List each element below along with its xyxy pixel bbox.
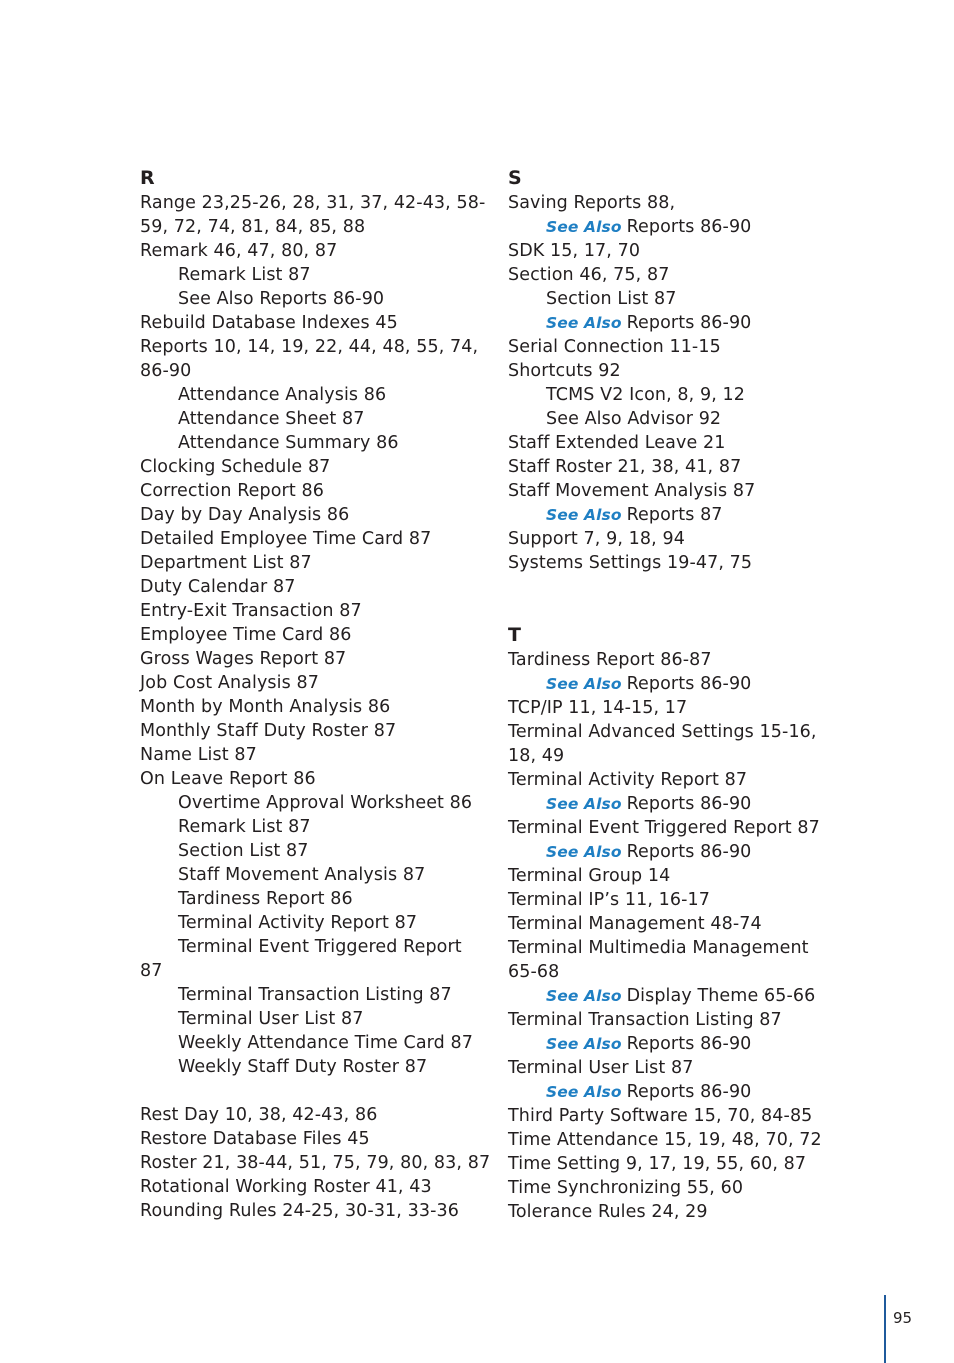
index-entry	[140, 239, 490, 263]
index-subentry	[508, 407, 838, 431]
entry-text: Reports 87	[626, 505, 723, 525]
index-entry	[508, 720, 838, 744]
index-column-right	[508, 166, 838, 1224]
entry-text: Remark List 87	[178, 817, 311, 837]
entry-text: Range 23,25-26, 28, 31, 37, 42-43, 58-	[140, 193, 486, 213]
index-entry	[140, 575, 490, 599]
index-entry	[140, 1199, 490, 1223]
index-entry	[508, 455, 838, 479]
index-entry	[508, 648, 838, 672]
entry-text: See Also Reports 86-90	[178, 289, 385, 309]
index-entry	[140, 623, 490, 647]
index-subentry	[508, 503, 838, 527]
index-entry	[140, 551, 490, 575]
entry-text: Detailed Employee Time Card 87	[140, 529, 432, 549]
index-entry	[508, 1128, 838, 1152]
index-subentry	[140, 911, 490, 935]
entry-text: Tardiness Report 86-87	[508, 650, 712, 670]
entry-text: Terminal Management 48-74	[508, 914, 762, 934]
entry-text: Section List 87	[178, 841, 309, 861]
entry-text: Monthly Staff Duty Roster 87	[140, 721, 397, 741]
entry-text: Name List 87	[140, 745, 257, 765]
index-entry	[140, 959, 490, 983]
entry-text: Rounding Rules 24-25, 30-31, 33-36	[140, 1201, 459, 1221]
entry-text: TCP/IP 11, 14-15, 17	[508, 698, 688, 718]
entry-text: Support 7, 9, 18, 94	[508, 529, 685, 549]
entry-text: Reports 86-90	[626, 794, 752, 814]
index-entry	[140, 479, 490, 503]
entry-text: Shortcuts 92	[508, 361, 621, 381]
index-entry	[140, 311, 490, 335]
see-also-label: See Also	[546, 218, 622, 236]
entry-text: Reports 86-90	[626, 217, 752, 237]
entry-text: Reports 86-90	[626, 313, 752, 333]
entry-text: Weekly Staff Duty Roster 87	[178, 1057, 428, 1077]
entry-text: See Also Advisor 92	[546, 409, 722, 429]
entry-text: 86-90	[140, 361, 192, 381]
entry-text: Display Theme 65-66	[626, 986, 816, 1006]
index-subentry	[508, 792, 838, 816]
entry-text: Remark 46, 47, 80, 87	[140, 241, 338, 261]
entry-text: Saving Reports 88,	[508, 193, 676, 213]
index-entry	[140, 1175, 490, 1199]
see-also-label: See Also	[546, 843, 622, 861]
page-number-rule	[884, 1295, 886, 1363]
index-column-left	[140, 166, 490, 1223]
index-entries-t	[508, 648, 838, 1224]
index-entry	[508, 912, 838, 936]
entry-text: 59, 72, 74, 81, 84, 85, 88	[140, 217, 366, 237]
entry-text: Serial Connection 11-15	[508, 337, 721, 357]
index-entry	[508, 744, 838, 768]
index-entry	[140, 359, 490, 383]
index-entry	[140, 191, 490, 215]
entry-text: Month by Month Analysis 86	[140, 697, 391, 717]
entry-text: Staff Roster 21, 38, 41, 87	[508, 457, 742, 477]
entry-text: Entry-Exit Transaction 87	[140, 601, 362, 621]
index-subentry	[140, 407, 490, 431]
index-subentry	[140, 815, 490, 839]
index-entry	[140, 1079, 490, 1103]
index-entry	[140, 743, 490, 767]
see-also-label: See Also	[546, 795, 622, 813]
entry-text: Job Cost Analysis 87	[140, 673, 319, 693]
index-entry	[508, 1176, 838, 1200]
entry-text: Department List 87	[140, 553, 312, 573]
index-entry	[508, 239, 838, 263]
index-subentry	[140, 383, 490, 407]
index-entry	[508, 335, 838, 359]
entry-text: Reports 10, 14, 19, 22, 44, 48, 55, 74,	[140, 337, 479, 357]
entry-text: Duty Calendar 87	[140, 577, 296, 597]
entry-text: Tardiness Report 86	[178, 889, 353, 909]
index-entry	[140, 695, 490, 719]
index-entry	[508, 479, 838, 503]
index-entry	[140, 767, 490, 791]
index-entry	[508, 816, 838, 840]
entry-text: Terminal Activity Report 87	[178, 913, 418, 933]
index-subentry	[508, 1032, 838, 1056]
index-subentry	[140, 1055, 490, 1079]
index-entry	[140, 455, 490, 479]
index-subentry	[140, 263, 490, 287]
index-entry	[508, 1200, 838, 1224]
entry-text: Terminal IP’s 11, 16-17	[508, 890, 711, 910]
entry-text: Correction Report 86	[140, 481, 324, 501]
entry-text: Terminal Event Triggered Report 87	[508, 818, 820, 838]
index-entry	[508, 359, 838, 383]
index-entry	[140, 1151, 490, 1175]
index-entry	[140, 647, 490, 671]
entry-text: Restore Database Files 45	[140, 1129, 370, 1149]
index-entry	[140, 335, 490, 359]
index-entry	[508, 864, 838, 888]
entry-text: Terminal Transaction Listing 87	[178, 985, 452, 1005]
index-entry	[140, 503, 490, 527]
entry-text: 18, 49	[508, 746, 565, 766]
index-subentry	[140, 935, 490, 959]
entry-text: Terminal User List 87	[178, 1009, 364, 1029]
entry-text: Attendance Analysis 86	[178, 385, 387, 405]
index-entry	[508, 888, 838, 912]
index-entry	[508, 696, 838, 720]
index-subentry	[140, 431, 490, 455]
see-also-label: See Also	[546, 1083, 622, 1101]
entry-text: Terminal User List 87	[508, 1058, 694, 1078]
index-entry	[140, 671, 490, 695]
entry-text: Terminal Advanced Settings 15-16,	[508, 722, 817, 742]
entry-text: Section 46, 75, 87	[508, 265, 670, 285]
index-entry	[140, 1103, 490, 1127]
see-also-label: See Also	[546, 314, 622, 332]
index-entry	[508, 551, 838, 575]
entry-text: Rotational Working Roster 41, 43	[140, 1177, 432, 1197]
entry-text: On Leave Report 86	[140, 769, 316, 789]
index-entry	[140, 527, 490, 551]
entry-text: Gross Wages Report 87	[140, 649, 347, 669]
page-number: 95	[893, 1309, 913, 1327]
section-gap	[508, 575, 838, 623]
entry-text: Attendance Sheet 87	[178, 409, 365, 429]
entry-text: Rest Day 10, 38, 42-43, 86	[140, 1105, 378, 1125]
entry-text: Staff Movement Analysis 87	[178, 865, 426, 885]
index-entry	[508, 527, 838, 551]
index-entries-s	[508, 191, 838, 575]
index-entry	[140, 599, 490, 623]
entry-text: Reports 86-90	[626, 674, 752, 694]
index-subentry	[140, 863, 490, 887]
index-entry	[140, 719, 490, 743]
entry-text: Roster 21, 38-44, 51, 75, 79, 80, 83, 87	[140, 1153, 491, 1173]
index-entry	[140, 215, 490, 239]
index-subentry	[140, 1031, 490, 1055]
entry-text: Staff Movement Analysis 87	[508, 481, 756, 501]
index-subentry	[140, 983, 490, 1007]
entry-text: Weekly Attendance Time Card 87	[178, 1033, 474, 1053]
index-entry	[508, 431, 838, 455]
index-entry	[508, 768, 838, 792]
section-letter-s: S	[508, 167, 522, 189]
entry-text: 87	[140, 961, 163, 981]
entry-text: Systems Settings 19-47, 75	[508, 553, 753, 573]
index-subentry	[140, 791, 490, 815]
index-subentry	[508, 287, 838, 311]
index-subentry	[508, 840, 838, 864]
index-entry	[508, 1152, 838, 1176]
index-entry	[140, 1127, 490, 1151]
entry-text: Day by Day Analysis 86	[140, 505, 350, 525]
index-subentry	[508, 383, 838, 407]
entry-text: Terminal Event Triggered Report	[178, 937, 462, 957]
entry-text: Time Synchronizing 55, 60	[508, 1178, 744, 1198]
entry-text: Terminal Activity Report 87	[508, 770, 748, 790]
entry-text: Reports 86-90	[626, 842, 752, 862]
index-entry	[508, 1104, 838, 1128]
entry-text: Time Setting 9, 17, 19, 55, 60, 87	[508, 1154, 807, 1174]
see-also-label: See Also	[546, 675, 622, 693]
entry-text: Clocking Schedule 87	[140, 457, 331, 477]
index-subentry	[508, 311, 838, 335]
entry-text: Remark List 87	[178, 265, 311, 285]
index-entry	[508, 960, 838, 984]
index-entry	[508, 936, 838, 960]
index-subentry	[140, 839, 490, 863]
index-subentry	[140, 1007, 490, 1031]
see-also-label: See Also	[546, 506, 622, 524]
entry-text: Tolerance Rules 24, 29	[508, 1202, 708, 1222]
entry-text: TCMS V2 Icon, 8, 9, 12	[546, 385, 746, 405]
entry-text: Staff Extended Leave 21	[508, 433, 726, 453]
entry-text: Third Party Software 15, 70, 84-85	[508, 1106, 813, 1126]
index-entries-r	[140, 191, 490, 1223]
index-subentry	[508, 672, 838, 696]
index-entry	[508, 263, 838, 287]
entry-text: Section List 87	[546, 289, 677, 309]
index-subentry	[140, 887, 490, 911]
entry-text: Terminal Group 14	[508, 866, 671, 886]
index-entry	[508, 1056, 838, 1080]
entry-text: SDK 15, 17, 70	[508, 241, 641, 261]
index-subentry	[508, 1080, 838, 1104]
entry-text: Time Attendance 15, 19, 48, 70, 72	[508, 1130, 822, 1150]
index-subentry	[508, 215, 838, 239]
entry-text: Employee Time Card 86	[140, 625, 352, 645]
entry-text: Attendance Summary 86	[178, 433, 399, 453]
entry-text: Overtime Approval Worksheet 86	[178, 793, 473, 813]
entry-text: 65-68	[508, 962, 560, 982]
section-letter-r: R	[140, 167, 155, 189]
see-also-label: See Also	[546, 1035, 622, 1053]
entry-text: Reports 86-90	[626, 1082, 752, 1102]
index-entry	[508, 191, 838, 215]
entry-text: Terminal Multimedia Management	[508, 938, 809, 958]
entry-text: Terminal Transaction Listing 87	[508, 1010, 782, 1030]
see-also-label: See Also	[546, 987, 622, 1005]
entry-text: Reports 86-90	[626, 1034, 752, 1054]
section-letter-t: T	[508, 624, 521, 646]
index-entry	[508, 1008, 838, 1032]
entry-text: Rebuild Database Indexes 45	[140, 313, 398, 333]
index-subentry	[508, 984, 838, 1008]
index-subentry	[140, 287, 490, 311]
